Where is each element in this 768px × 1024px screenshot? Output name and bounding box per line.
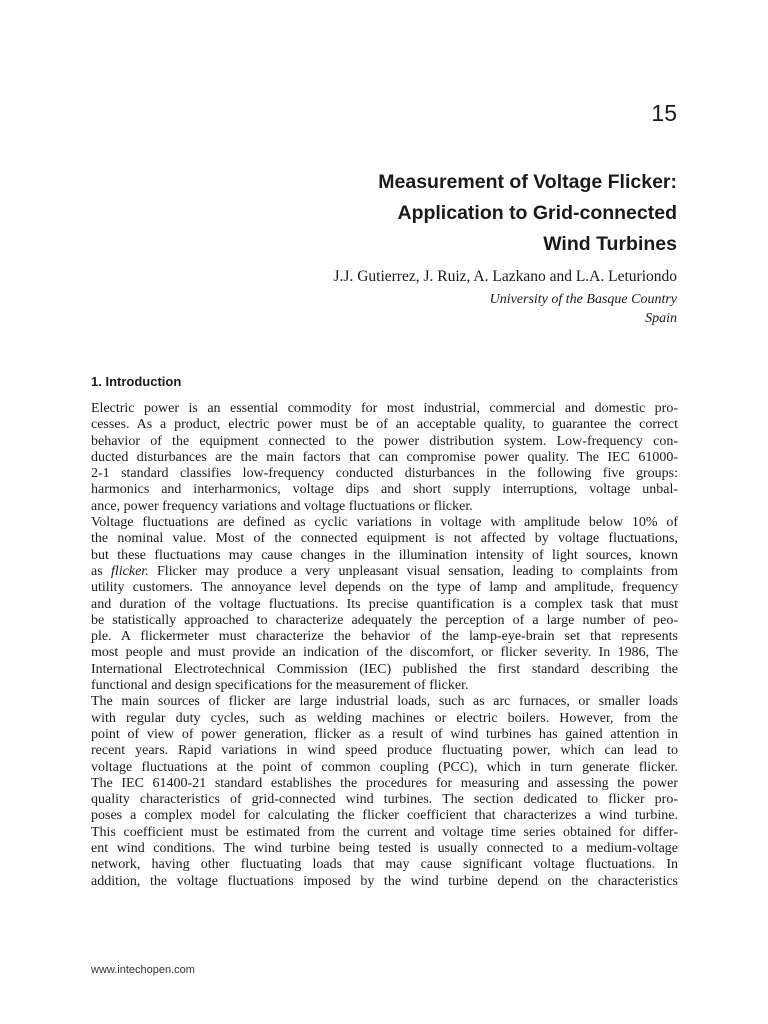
body-line: be statistically approached to characterize adequately the perception of a large number of peo-: [91, 612, 678, 628]
body-line: ducted disturbances are the main factors that can compromise power quality. The IEC 61000-: [91, 449, 678, 465]
affiliation-country: Spain: [645, 311, 677, 326]
footer-url[interactable]: www.intechopen.com: [91, 964, 195, 976]
body-line: voltage fluctuations at the point of common coupling (PCC), which in turn generate flicker.: [91, 759, 678, 775]
body-line: point of view of power generation, flicker as a result of wind turbines has gained attention in: [91, 726, 678, 742]
section-heading: 1. Introduction: [91, 374, 182, 389]
body-line: harmonics and interharmonics, voltage dips and short supply interruptions, voltage unbal-: [91, 482, 678, 498]
body-line: but these fluctuations may cause changes in the illumination intensity of light sources, known: [91, 547, 678, 563]
body-text-fragment: as: [91, 563, 103, 579]
body-text-fragment: Flicker may produce a very unpleasant visual sensation, leading to complaints from: [157, 563, 678, 579]
author-list: J.J. Gutierrez, J. Ruiz, A. Lazkano and L.A. Leturiondo: [333, 268, 677, 285]
chapter-title-line: Wind Turbines: [543, 233, 677, 255]
chapter-number: 15: [651, 100, 677, 126]
body-line: The main sources of flicker are large industrial loads, such as arc furnaces, or smaller loads: [91, 694, 678, 710]
body-line: the nominal value. Most of the connected equipment is not affected by voltage fluctuations,: [91, 531, 678, 547]
body-line: poses a complex model for calculating the flicker coefficient that characterizes a wind turbine.: [91, 808, 678, 824]
chapter-title: [197, 167, 677, 260]
body-text: [91, 401, 678, 890]
chapter-title-line: Application to Grid-connected: [397, 202, 677, 224]
chapter-title-line: Measurement of Voltage Flicker:: [378, 171, 677, 193]
body-line: 2-1 standard classifies low-frequency conducted disturbances in the following five groups:: [91, 466, 678, 482]
body-line: cesses. As a product, electric power must be of an acceptable quality, to guarantee the correct: [91, 417, 678, 433]
body-line: quality characteristics of grid-connected wind turbines. The section dedicated to flicker pro-: [91, 792, 678, 808]
body-line: functional and design specifications for the measurement of flicker.: [91, 678, 469, 694]
affiliation-institution: University of the Basque Country: [489, 292, 677, 307]
body-line: International Electrotechnical Commission (IEC) published the first standard describing the: [91, 661, 678, 677]
body-line: behavior of the equipment connected to the power distribution system. Low-frequency con-: [91, 433, 678, 449]
body-line: The IEC 61400-21 standard establishes the procedures for measuring and assessing the power: [91, 775, 678, 791]
body-line: and duration of the voltage fluctuations. Its precise quantification is a complex task that must: [91, 596, 678, 612]
body-line: ple. A flickermeter must characterize the behavior of the lamp-eye-brain set that represents: [91, 629, 678, 645]
body-line: recent years. Rapid variations in wind speed produce fluctuating power, which can lead to: [91, 743, 678, 759]
body-line: ent wind conditions. The wind turbine being tested is usually connected to a medium-voltage: [91, 841, 678, 857]
body-line: ance, power frequency variations and voltage fluctuations or flicker.: [91, 498, 473, 514]
body-line: Electric power is an essential commodity for most industrial, commercial and domestic pro-: [91, 401, 678, 416]
affiliation: [177, 290, 677, 328]
body-line: with regular duty cycles, such as welding machines or electric boilers. However, from the: [91, 710, 678, 726]
body-line: addition, the voltage fluctuations imposed by the wind turbine depend on the characteristics: [91, 873, 678, 889]
body-line: most people and must provide an indication of the discomfort, or flicker severity. In 1986, The: [91, 645, 678, 661]
body-line-with-emphasis: [91, 564, 678, 580]
body-line: This coefficient must be estimated from the current and voltage time series obtained for differ-: [91, 824, 678, 840]
body-line: network, having other fluctuating loads that may cause significant voltage fluctuations. In: [91, 857, 678, 873]
body-line: Voltage fluctuations are defined as cyclic variations in voltage with amplitude below 10% of: [91, 515, 678, 531]
emphasized-term: flicker.: [110, 563, 149, 579]
body-line: utility customers. The annoyance level depends on the type of lamp and amplitude, frequency: [91, 580, 678, 596]
